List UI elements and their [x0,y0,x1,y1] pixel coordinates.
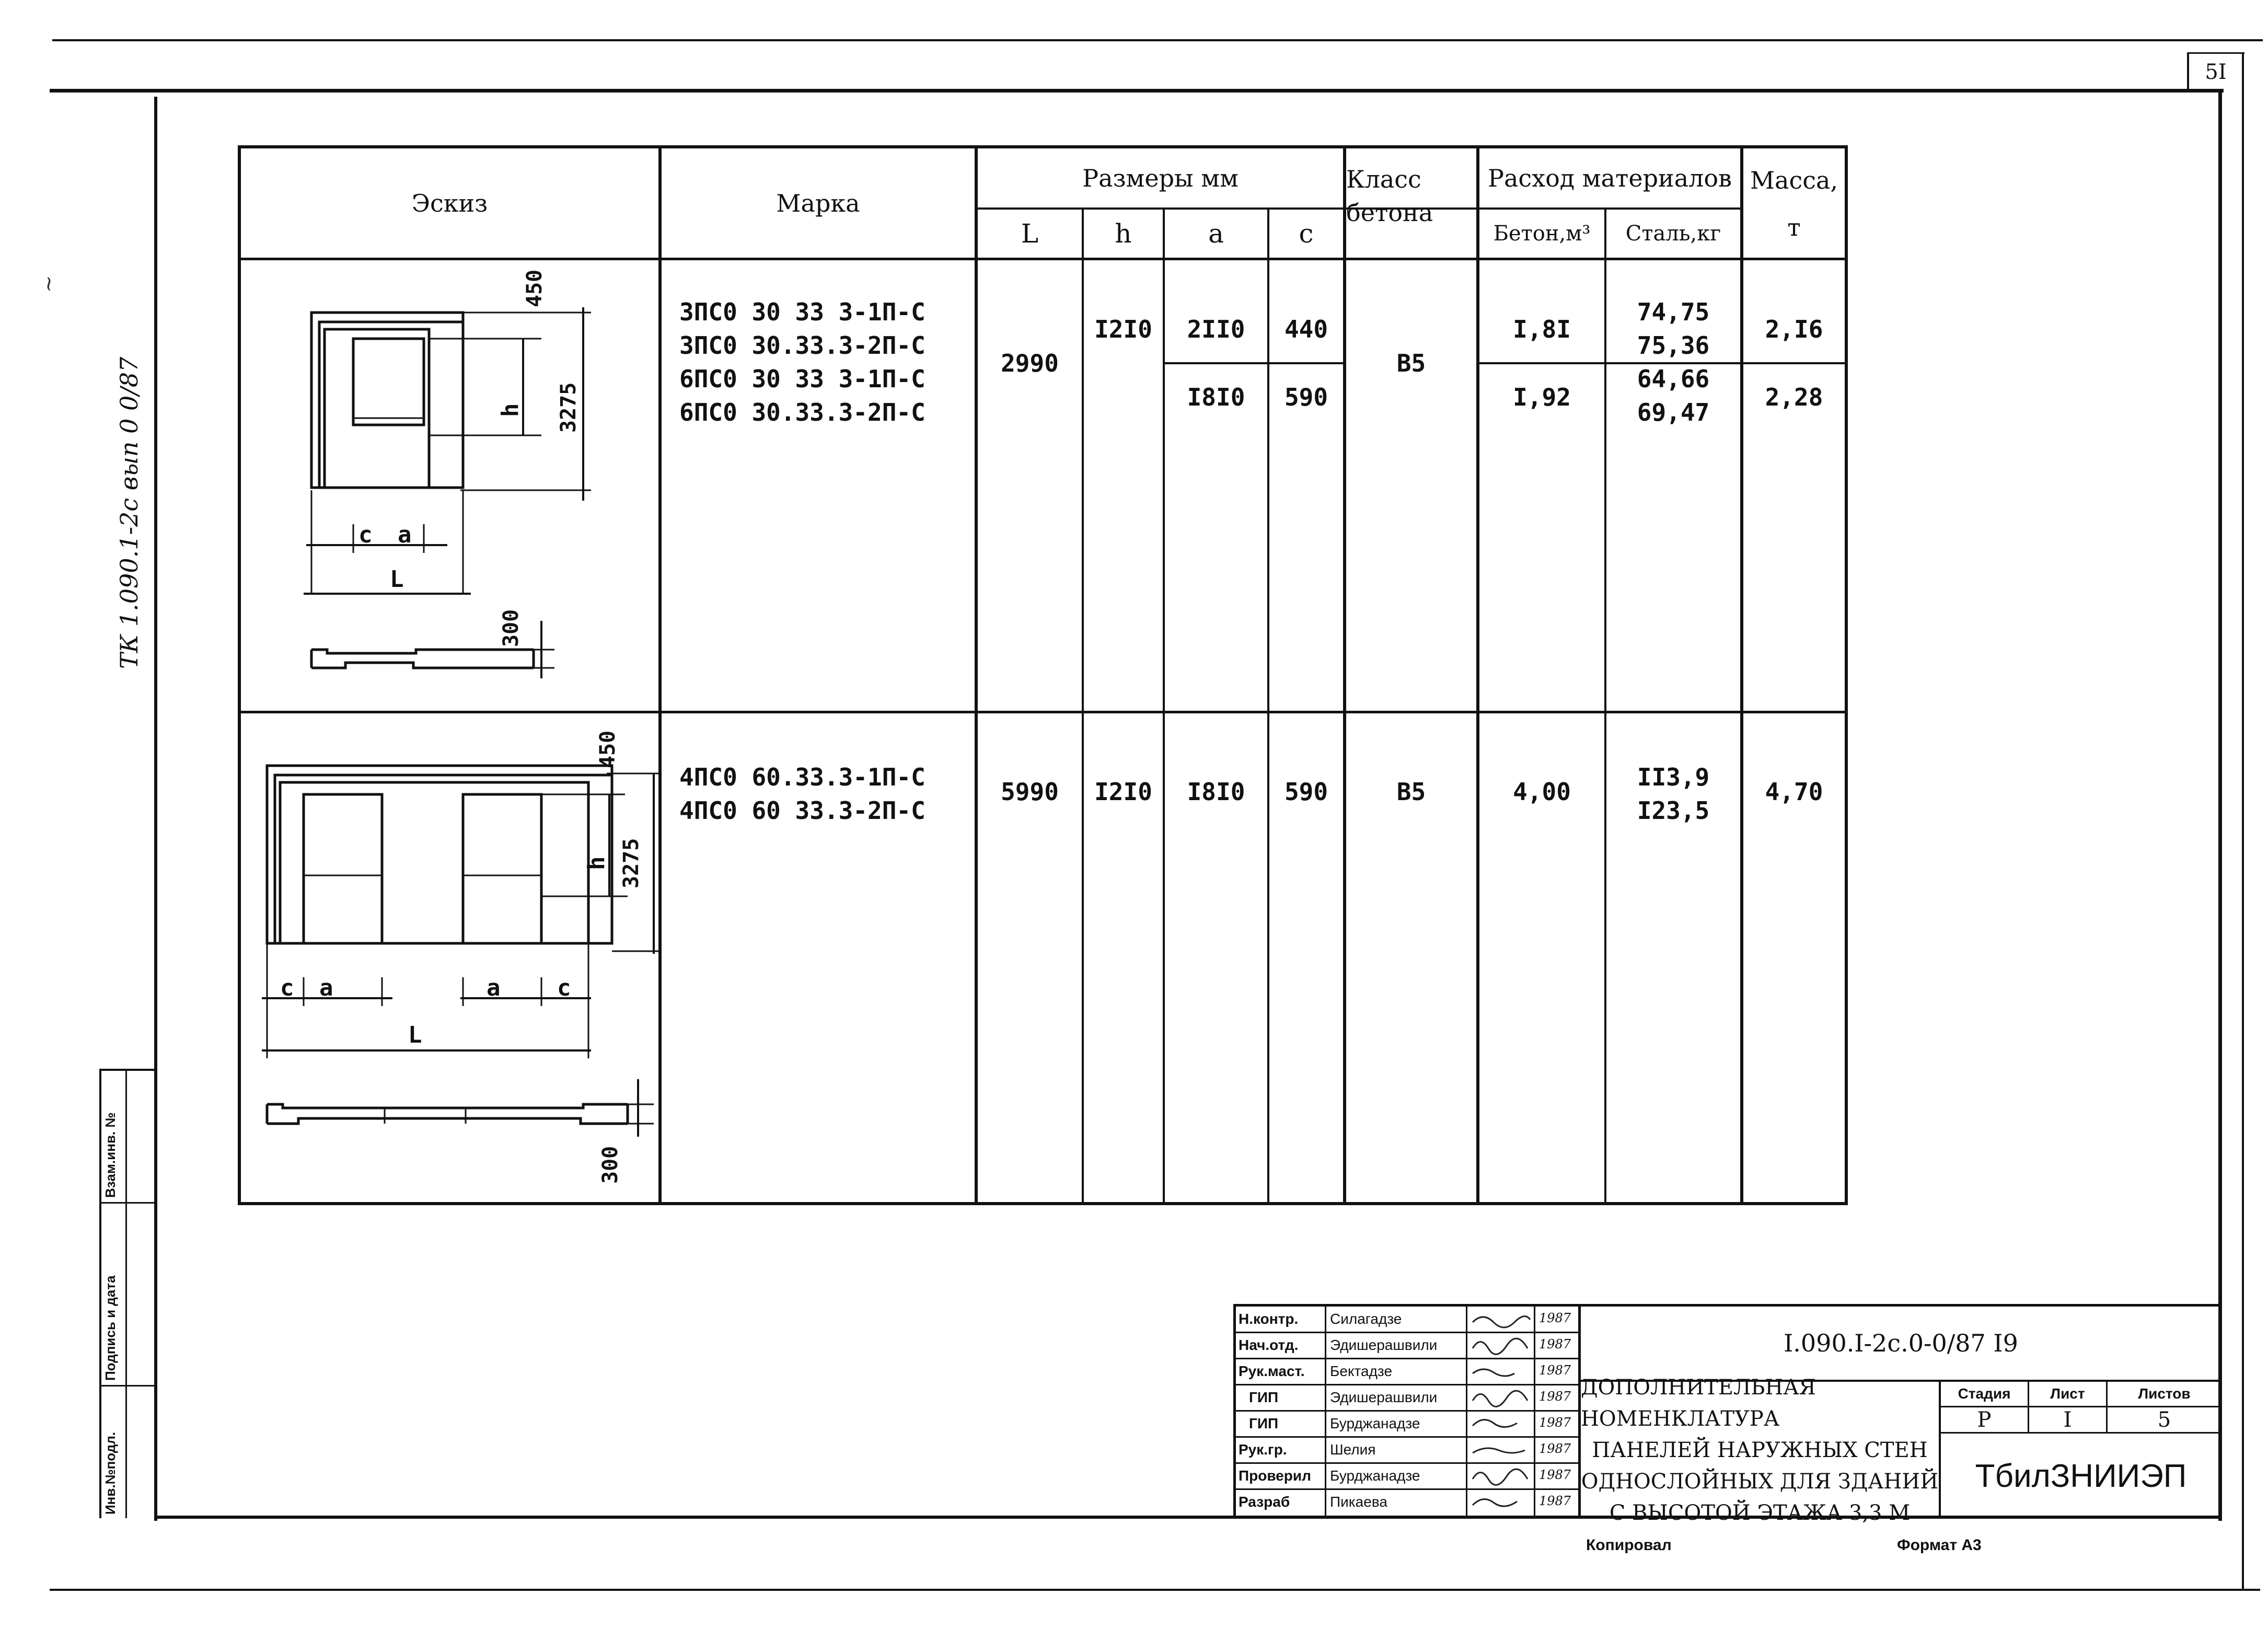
tb-name-5: Бурджанадзе [1330,1415,1420,1431]
sketch2-label-h: h [583,856,610,870]
row2-mark-2: 4ПС0 60 33.3-2П-С [679,796,925,825]
sketch2-label-a2: a [487,975,501,1001]
sketch2-label-top: 450 [596,730,620,768]
tb-year-6: 1987 [1539,1441,1571,1456]
tb-name-7: Бурджанадзе [1330,1468,1420,1484]
sheet-value: I [2063,1407,2072,1432]
row2-a: I8I0 [1187,778,1245,806]
sketch1-label-c: c [358,522,373,548]
inventory-field-replace: Взам.инв. № [102,1112,118,1198]
row2-steel-2: I23,5 [1637,796,1710,825]
sketch1-label-height: 3275 [557,382,581,433]
row1-steel-2: 75,36 [1637,331,1710,360]
row1-mass-1: 2,I6 [1765,315,1823,343]
row1-a-1: 2II0 [1187,315,1245,343]
row1-c-1: 440 [1284,315,1328,343]
tb-name-3: Бектадзе [1330,1363,1393,1379]
row1-mark-4: 6ПС0 30.33.3-2П-С [679,398,925,426]
sketch-panel-double [241,713,658,1202]
sketch1-label-L: L [390,566,404,593]
side-document-code: ТК 1.090.1-2с вып 0 0/87 [115,356,143,669]
footer-copied: Копировал [1586,1537,1672,1554]
header-concrete-volume: Бетон,м³ [1493,222,1591,246]
tb-name-4: Эдишерашвили [1330,1389,1438,1405]
document-title [1581,1376,1939,1525]
sketch1-label-a: a [398,522,412,548]
footer-format: Формат А3 [1897,1537,1982,1554]
tb-year-2: 1987 [1539,1337,1571,1351]
row1-a-2: I8I0 [1187,383,1245,411]
tb-name-6: Шелия [1330,1441,1376,1458]
row2-h: I2I0 [1094,778,1152,806]
tb-name-2: Эдишерашвили [1330,1337,1438,1353]
header-mark: Марка [776,189,860,217]
tb-year-8: 1987 [1539,1494,1571,1508]
side-handwritten-note: ~ [37,275,61,293]
sketch2-label-L: L [408,1022,422,1048]
row1-concrete-class: В5 [1396,349,1426,377]
stage-value: Р [1977,1407,1992,1432]
sketch1-label-top: 450 [523,269,547,307]
tb-role-3: Рук.маст. [1239,1363,1305,1379]
row2-mark-1: 4ПС0 60.33.3-1П-С [679,763,925,791]
sketch1-label-thickness: 300 [499,609,523,647]
tb-role-2: Нач.отд. [1239,1337,1299,1353]
header-c: c [1299,218,1314,249]
tb-year-1: 1987 [1539,1311,1571,1325]
row2-steel-1: II3,9 [1637,763,1710,791]
inventory-field-signature: Подпись и дата [102,1275,118,1381]
inventory-field-original: Инв.№подл. [102,1431,118,1515]
sketch2-label-c1: c [280,975,294,1001]
row1-c-2: 590 [1284,383,1328,411]
title-line-3: ОДНОСЛОЙНЫХ ДЛЯ ЗДАНИЙ [1581,1470,1939,1494]
header-sketch: Эскиз [411,189,488,217]
header-steel: Сталь,кг [1625,222,1721,246]
row1-h: I2I0 [1094,315,1152,343]
sketch2-label-a1: a [319,975,333,1001]
row1-steel [1606,295,1740,429]
sheet-bottom-edge [50,1589,2260,1591]
document-number: I.090.I-2с.0-0/87 I9 [1784,1329,2018,1357]
row2-steel [1606,760,1740,827]
row2-L: 5990 [1001,778,1059,806]
sketch2-label-height: 3275 [619,838,643,888]
sketch-panel-single [241,260,658,710]
row2-marks [679,760,925,827]
header-mass: Масса, т [1750,166,1838,241]
header-a: a [1208,218,1224,249]
sketch2-label-c2: c [557,975,571,1001]
organization: ТбилЗНИИЭП [1975,1458,2187,1494]
sheet-label: Лист [2050,1385,2085,1402]
row1-mark-1: 3ПС0 30 33 3-1П-С [679,298,925,326]
row1-marks [679,295,925,429]
tb-role-1: Н.контр. [1239,1311,1299,1327]
row1-steel-1: 74,75 [1637,298,1710,326]
row1-steel-3: 64,66 [1637,365,1710,393]
tb-role-4: ГИП [1249,1389,1279,1405]
row1-L: 2990 [1001,349,1059,377]
tb-role-8: Разраб [1239,1494,1290,1510]
title-line-2: ПАНЕЛЕЙ НАРУЖНЫХ СТЕН [1592,1438,1928,1462]
sheets-label: Листов [2138,1385,2191,1402]
tb-role-6: Рук.гр. [1239,1441,1287,1458]
header-h: h [1115,218,1132,249]
row1-concrete-volume-2: I,92 [1513,383,1571,411]
header-dimensions: Размеры мм [1082,164,1239,192]
stage-label: Стадия [1958,1385,2011,1402]
sheets-value: 5 [2157,1407,2171,1432]
row1-concrete-volume-1: I,8I [1513,315,1571,343]
row2-concrete-class: В5 [1396,778,1426,806]
frame-left-line [154,97,157,1521]
title-line-1: ДОПОЛНИТЕЛЬНАЯ НОМЕНКЛАТУРА [1581,1376,1816,1431]
header-materials: Расход материалов [1488,164,1732,192]
row1-steel-4: 69,47 [1637,398,1710,426]
tb-role-5: ГИП [1249,1415,1279,1431]
tb-year-3: 1987 [1539,1363,1571,1378]
tb-year-7: 1987 [1539,1468,1571,1482]
tb-year-4: 1987 [1539,1389,1571,1404]
row1-mark-2: 3ПС0 30.33.3-2П-С [679,331,925,360]
row2-mass: 4,70 [1765,778,1823,806]
row2-concrete-volume: 4,00 [1513,778,1571,806]
header-concrete-class: Класс бетона [1346,165,1433,227]
tb-name-8: Пикаева [1330,1494,1387,1510]
sheet-corner-number: 5I [2205,60,2227,84]
signatures [1467,1307,1534,1518]
sheet-top-edge [52,39,2263,41]
tb-year-5: 1987 [1539,1415,1571,1430]
sketch1-label-h: h [497,403,524,417]
sheet-right-edge [2242,52,2244,1589]
frame-top-line [50,89,2224,93]
row1-mark-3: 6ПС0 30 33 3-1П-С [679,365,925,393]
header-L: L [1021,218,1039,249]
title-line-4: С ВЫСОТОЙ ЭТАЖА 3,3 М [1609,1501,1911,1525]
sketch2-label-thickness: 300 [598,1146,622,1184]
tb-role-7: Проверил [1239,1468,1311,1484]
row1-mass-2: 2,28 [1765,383,1823,411]
tb-name-1: Силагадзе [1330,1311,1402,1327]
row2-c: 590 [1284,778,1328,806]
